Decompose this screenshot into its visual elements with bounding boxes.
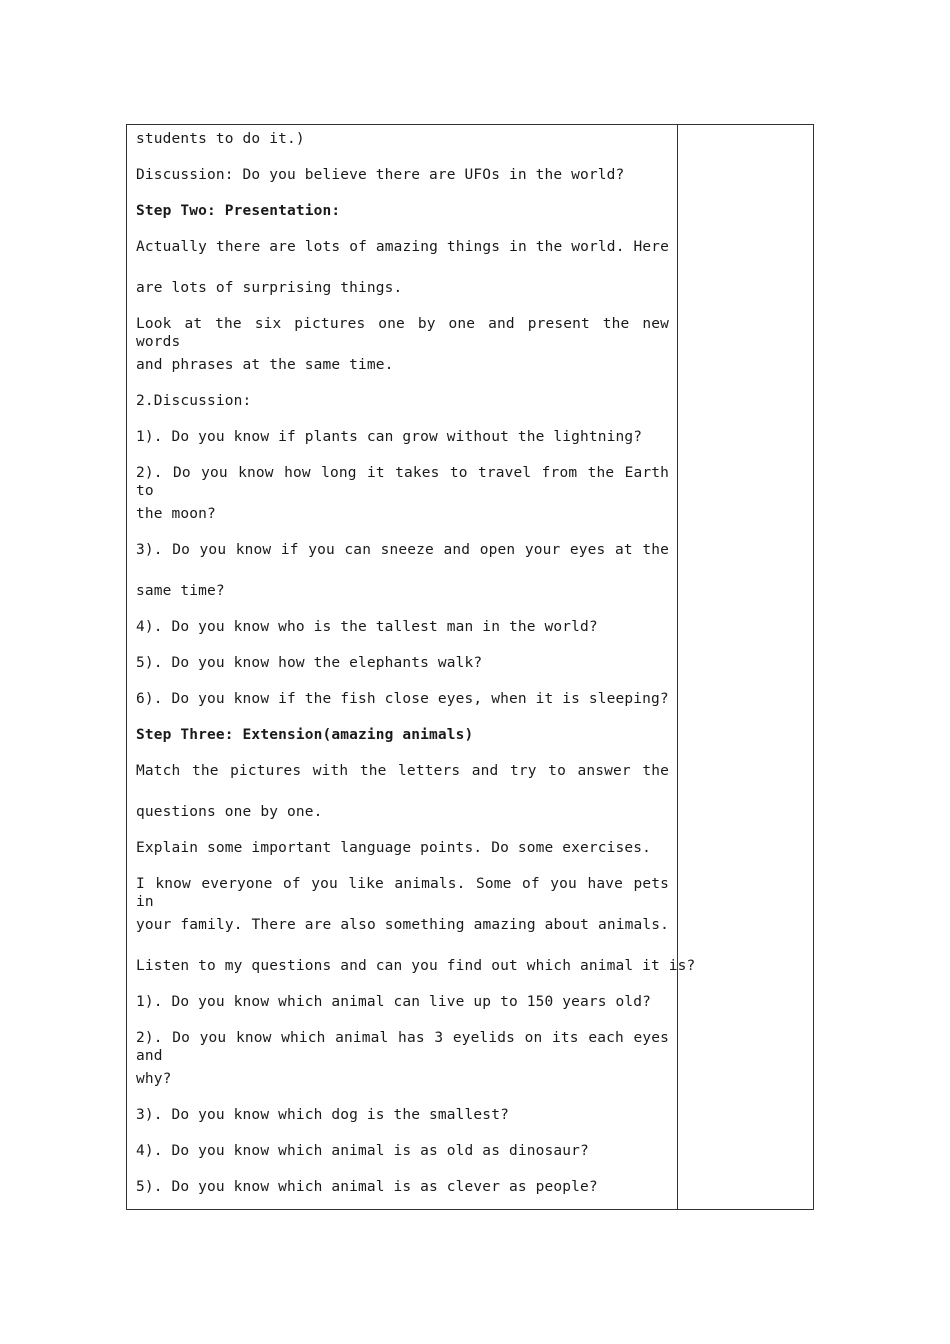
text-line: Look at the six pictures one by one and present the new words (136, 316, 669, 350)
text-line: Discussion: Do you believe there are UFOs in the world? (136, 167, 625, 183)
text-line: Actually there are lots of amazing things in the world. Here (136, 239, 669, 255)
text-line: why? (136, 1071, 172, 1087)
text-line: the moon? (136, 506, 216, 522)
text-line: 3). Do you know if you can sneeze and open your eyes at the (136, 542, 669, 558)
text-line: 2). Do you know how long it takes to travel from the Earth to (136, 465, 669, 499)
text-line: 4). Do you know which animal is as old as dinosaur? (136, 1143, 589, 1159)
text-line: Step Two: Presentation: (136, 203, 341, 219)
text-line: questions one by one. (136, 804, 323, 820)
text-line: Match the pictures with the letters and try to answer the (136, 763, 669, 779)
text-line: are lots of surprising things. (136, 280, 403, 296)
text-line: 4). Do you know who is the tallest man in the world? (136, 619, 598, 635)
notes-cell (678, 125, 813, 1209)
text-line: 5). Do you know which animal is as clever as people? (136, 1179, 598, 1195)
text-line: students to do it.) (136, 131, 305, 147)
text-line: I know everyone of you like animals. Some of you have pets in (136, 876, 669, 910)
text-line: and phrases at the same time. (136, 357, 394, 373)
text-line: 1). Do you know if plants can grow without the lightning? (136, 429, 643, 445)
text-line: 2). Do you know which animal has 3 eyelids on its each eyes and (136, 1030, 669, 1064)
text-line: your family. There are also something amazing about animals. (136, 917, 669, 933)
text-line: 3). Do you know which dog is the smallest? (136, 1107, 509, 1123)
text-line: Explain some important language points. Do some exercises. (136, 840, 652, 856)
lesson-content-cell (127, 125, 696, 1209)
text-line: 2.Discussion: (136, 393, 252, 409)
text-line: 6). Do you know if the fish close eyes, when it is sleeping? (136, 691, 669, 707)
text-line: Listen to my questions and can you find out which animal it is? (136, 958, 696, 974)
text-line: same time? (136, 583, 225, 599)
lesson-plan-table (126, 124, 814, 1210)
text-line: Step Three: Extension(amazing animals) (136, 727, 474, 743)
text-line: 5). Do you know how the elephants walk? (136, 655, 483, 671)
text-line: 1). Do you know which animal can live up to 150 years old? (136, 994, 652, 1010)
